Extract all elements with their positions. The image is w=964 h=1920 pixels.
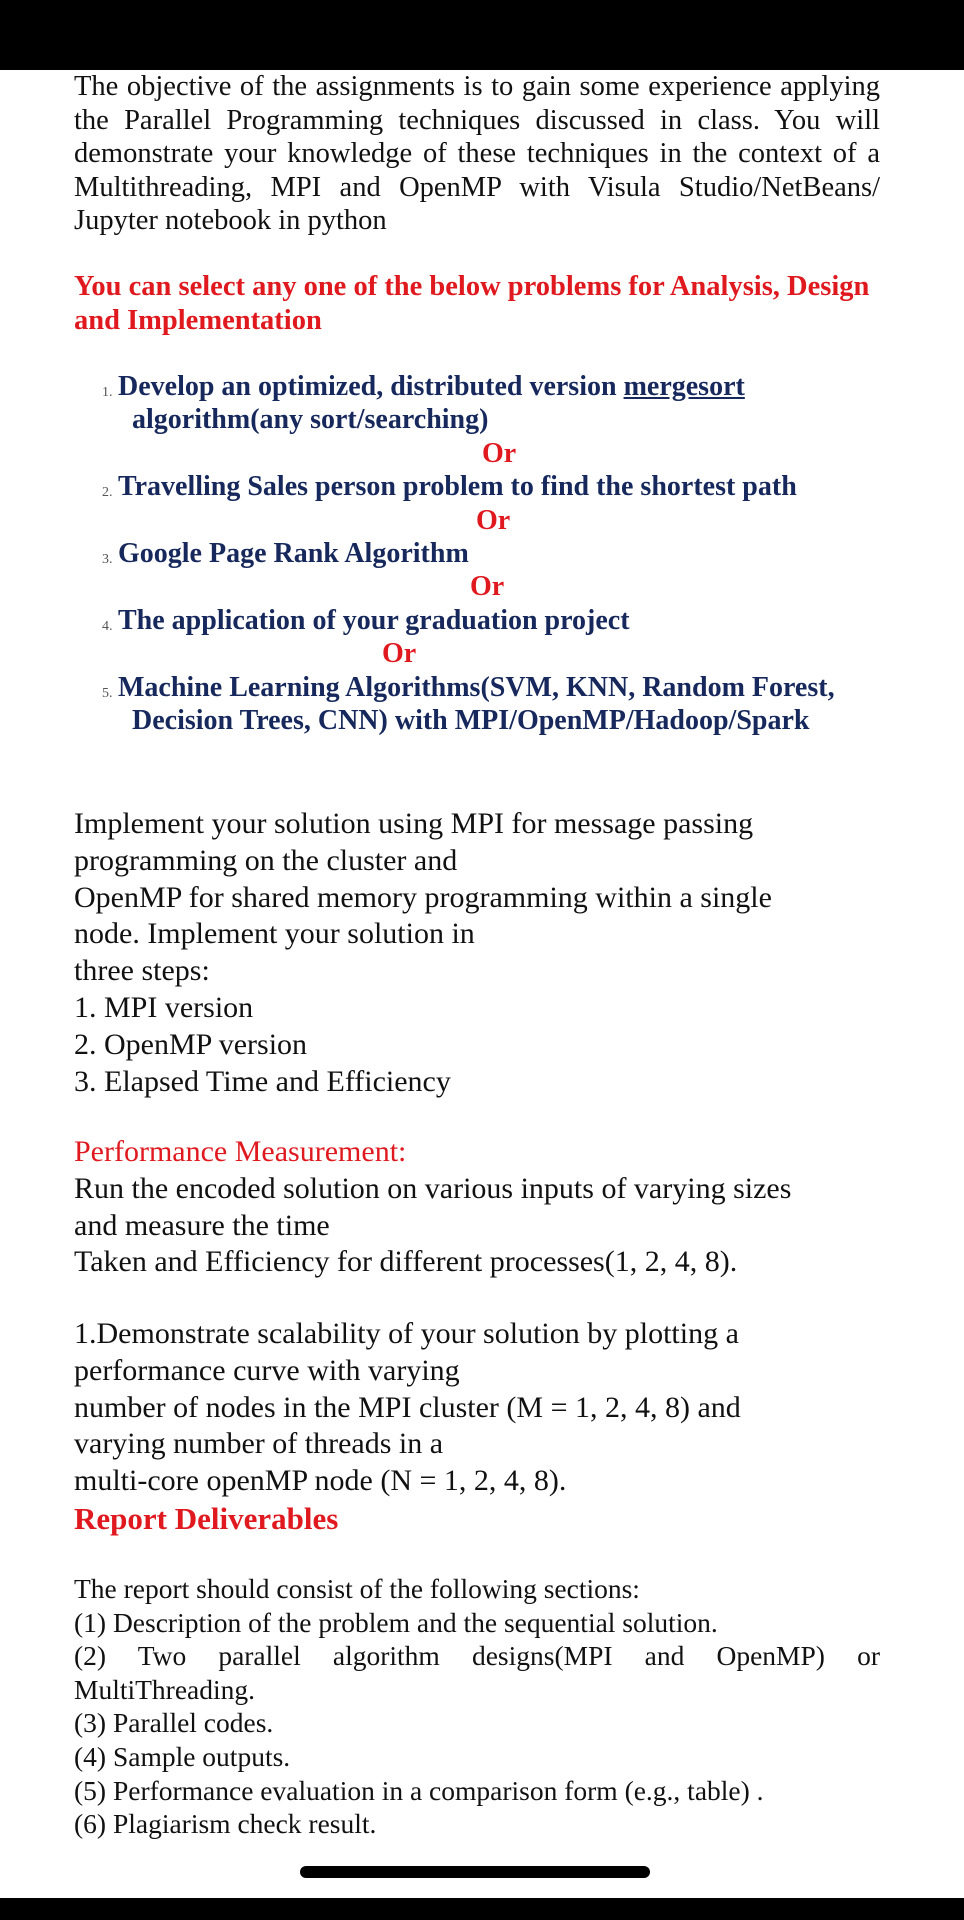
- text-line: Taken and Efficiency for different processes(1, 2, 4, 8).: [74, 1245, 738, 1279]
- step-item: 3. Elapsed Time and Efficiency: [74, 1064, 451, 1098]
- problem-number: 5.: [102, 685, 113, 701]
- problem-item-5: [74, 671, 880, 738]
- text-line: Run the encoded solution on various inputs of varying sizes: [74, 1171, 792, 1205]
- performance-heading: Performance Measurement:: [74, 1135, 407, 1168]
- problem-number: 2.: [102, 485, 113, 501]
- home-indicator[interactable]: [300, 1866, 650, 1878]
- scalability-section: [74, 1316, 880, 1538]
- select-heading: You can select any one of the below problems for Analysis, Design and Implementation: [74, 271, 870, 336]
- or-separator: Or: [476, 504, 511, 536]
- deliverables-heading: Report Deliverables: [74, 1500, 339, 1536]
- text-line: OpenMP for shared memory programming within a single: [74, 880, 772, 914]
- problem-text: The application of your graduation project: [118, 604, 630, 636]
- report-item: (5) Performance evaluation in a comparison form (e.g., table) .: [74, 1774, 764, 1806]
- problem-text-line2: algorithm(any sort/searching): [132, 404, 489, 436]
- or-separator: Or: [482, 437, 517, 469]
- text-line: number of nodes in the MPI cluster (M = 1, 2, 4, 8) and: [74, 1390, 741, 1424]
- report-item: (2) Two parallel algorithm designs(MPI and OpenMP) or MultiThreading.: [74, 1640, 880, 1705]
- text-line: 1.Demonstrate scalability of your solution by plotting a: [74, 1317, 739, 1350]
- problem-number: 3.: [102, 552, 113, 568]
- problem-item-3: [74, 537, 880, 570]
- step-item: 2. OpenMP version: [74, 1027, 308, 1061]
- problem-item-1: [74, 370, 880, 437]
- performance-section: [74, 1134, 880, 1281]
- status-bar: [0, 0, 964, 70]
- report-intro: The report should consist of the following sections:: [74, 1573, 640, 1604]
- problem-text: Google Page Rank Algorithm: [118, 538, 469, 570]
- or-separator: Or: [470, 571, 505, 603]
- intro-paragraph: The objective of the assignments is to gain some experience applying the Parallel Programming techniques discussed in class. You will demonstrate your knowledge of these techniques in the context of a Multithreading, MPI and OpenMP with Visula Studio/NetBeans/ Jupyter notebook in python: [74, 71, 880, 237]
- text-line: node. Implement your solution in: [74, 917, 475, 951]
- text-line: Implement your solution using MPI for message passing: [74, 807, 754, 840]
- report-section: [74, 1572, 880, 1841]
- text-line: three steps:: [74, 954, 210, 988]
- mergesort-link[interactable]: mergesort: [623, 371, 745, 402]
- step-item: 1. MPI version: [74, 990, 254, 1024]
- report-item: (6) Plagiarism check result.: [74, 1808, 377, 1840]
- problem-text: Machine Learning Algorithms(SVM, KNN, Random Forest,: [118, 671, 835, 703]
- implementation-section: [74, 806, 880, 1100]
- text-line: and measure the time: [74, 1208, 330, 1242]
- report-item: (4) Sample outputs.: [74, 1740, 291, 1772]
- text-line: multi-core openMP node (N = 1, 2, 4, 8).: [74, 1464, 567, 1498]
- bottom-bar: [0, 1898, 964, 1920]
- problem-list: [74, 370, 880, 737]
- problem-item-2: [74, 470, 880, 503]
- text-line: varying number of threads in a: [74, 1427, 444, 1461]
- problem-number: 4.: [102, 618, 113, 634]
- report-item: (3) Parallel codes.: [74, 1707, 274, 1739]
- problem-item-4: [74, 604, 880, 637]
- problem-text: Develop an optimized, distributed version: [118, 371, 624, 402]
- problem-text: Travelling Sales person problem to find the shortest path: [118, 471, 797, 503]
- or-separator: Or: [382, 638, 417, 670]
- text-line: programming on the cluster and: [74, 843, 458, 877]
- text-line: performance curve with varying: [74, 1353, 460, 1387]
- report-item: (1) Description of the problem and the sequential solution.: [74, 1606, 718, 1638]
- problem-text-line2: Decision Trees, CNN) with MPI/OpenMP/Hadoop/Spark: [132, 705, 810, 737]
- problem-number: 1.: [102, 385, 113, 400]
